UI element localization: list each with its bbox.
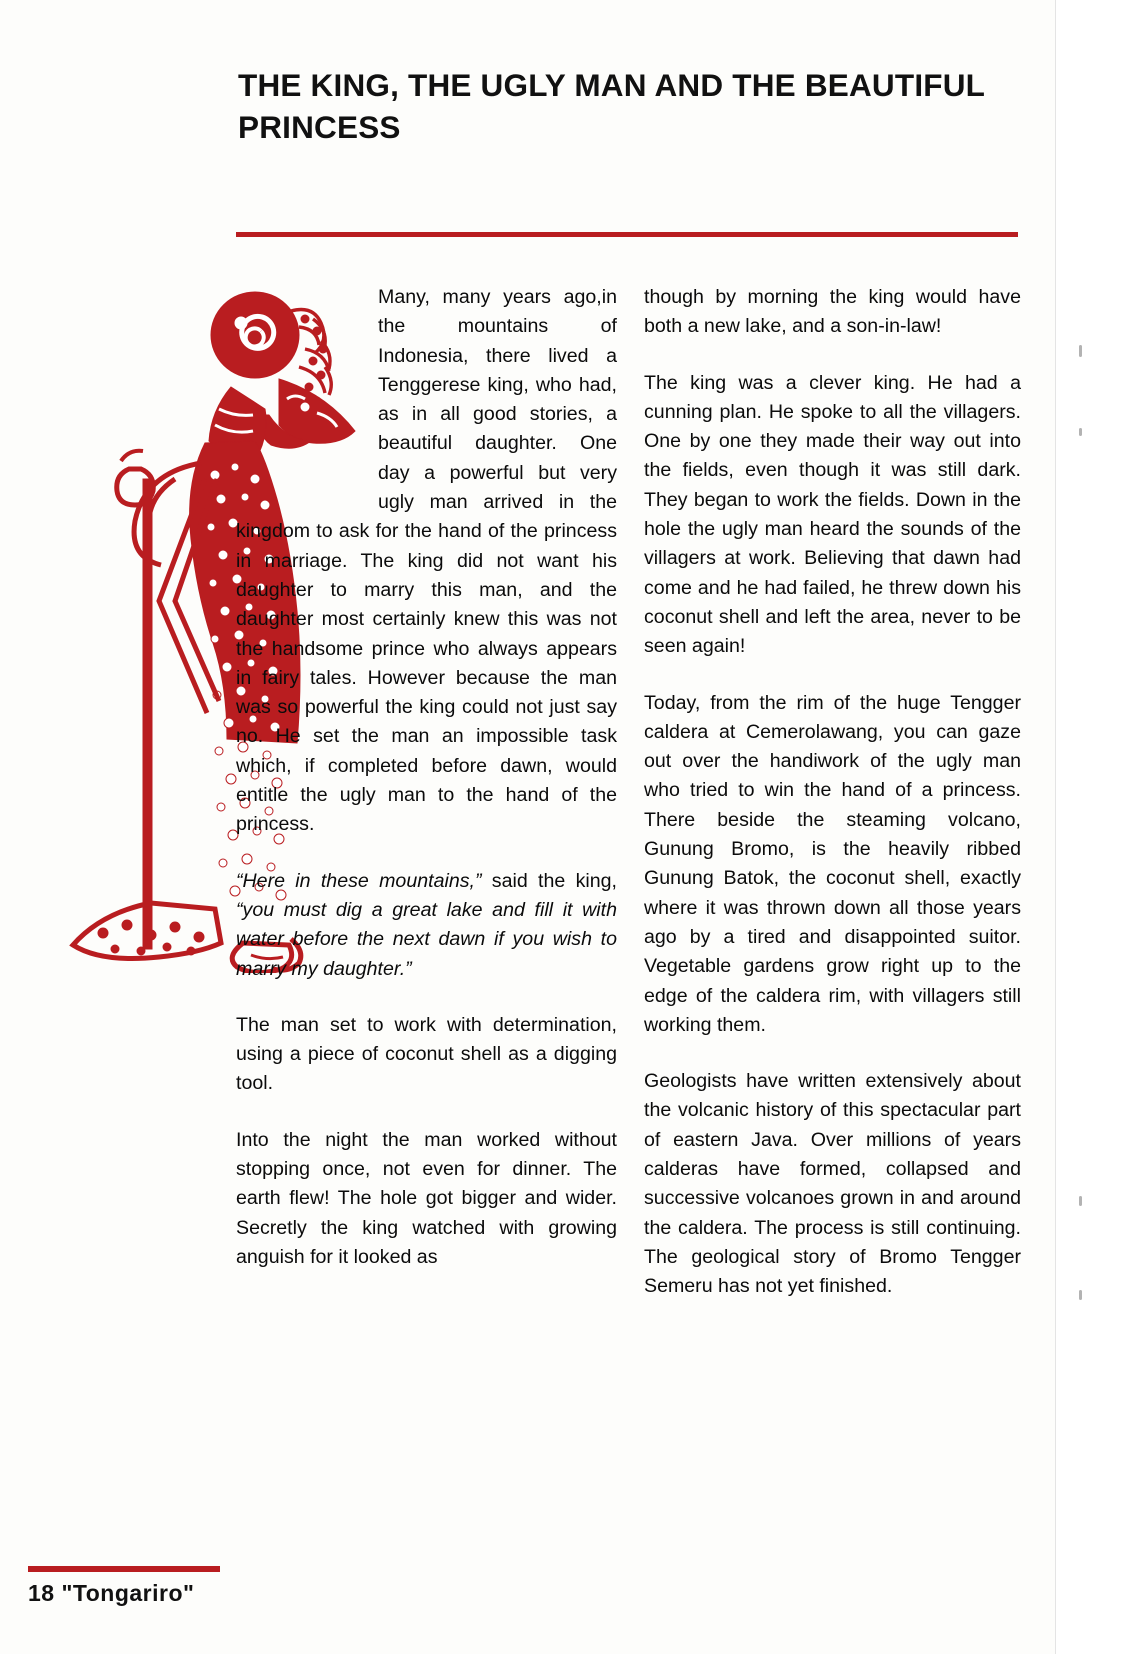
scan-artifact xyxy=(1079,428,1082,436)
paragraph-6: The king was a clever king. He had a cunning plan. He spoke to all the villagers. One by one they made their way out into the fields, even though it was still dark. They began to work the fields. Down in the hole the ugly man heard the sounds of the villagers at work. Believing that dawn had come and he had failed, he threw down his coconut shell and left the area, never to be seen again! xyxy=(644,371,1021,658)
quote-attribution: said the king, xyxy=(481,869,617,892)
paragraph-4: Into the night the man worked without stopping once, not even for dinner. The earth flew! The hole got bigger and wider. Secretly the king watched with growing anguish for it looked as xyxy=(236,1128,617,1268)
paragraph-1 xyxy=(236,283,617,840)
article-column-left xyxy=(236,283,617,1272)
paragraph-1-text: Many, many years ago,in the mountains of Indonesia, there lived a Tenggerese king, who had, as in all good stories, a beautiful daughter. One day a powerful but very ugly man arrived in the kingdom to ask for the hand of the princess in marriage. The king did not want his daughter to marry this man, and the daughter most certainly knew this was not the handsome prince who always appears in fairy tales. However because the man was so powerful the king could not just say no. He set the man an impossible task which, if completed before dawn, would entitle the ugly man to the hand of the princess. xyxy=(236,286,617,836)
paragraph-3: The man set to work with determination, using a piece of coconut shell as a digging tool. xyxy=(236,1013,617,1095)
paragraph-7: Today, from the rim of the huge Tengger caldera at Cemerolawang, you can gaze out over the handiwork of the ugly man who tried to win the hand of a princess. There beside the steaming volcano, Gunung Bromo, is the heavily ribbed Gunung Batok, the coconut shell, exactly where it was thrown down all those years ago by a tired and disappointed suitor. Vegetable gardens grow right up to the edge of the caldera rim, with villagers still working them. xyxy=(644,691,1021,1036)
quote-opening: “Here in these mountains,” xyxy=(236,869,482,892)
scanner-edge-margin xyxy=(1055,0,1138,1654)
scan-artifact xyxy=(1079,1196,1082,1206)
page-title: THE KING, THE UGLY MAN AND THE BEAUTIFUL PRINCESS xyxy=(238,67,985,145)
quote-body: “you must dig a great lake and fill it with water before the next dawn if you wish to marry my daughter.” xyxy=(236,898,617,980)
paragraph-5: though by morning the king would have both a new lake, and a son-in-law! xyxy=(644,286,1021,338)
footer-divider-rule xyxy=(28,1566,220,1572)
scan-artifact xyxy=(1079,345,1082,357)
title-divider-rule xyxy=(236,232,1018,237)
paragraph-2-quote xyxy=(236,867,617,984)
article-column-right xyxy=(644,283,1021,1302)
illustration-text-wrap-spacer xyxy=(236,283,378,498)
footer-page-label: 18 "Tongariro" xyxy=(28,1580,195,1606)
scan-artifact xyxy=(1079,1290,1082,1300)
paragraph-8: Geologists have written extensively about the volcanic history of this spectacular part of eastern Java. Over millions of years calderas have formed, collapsed and successive volcanoes grown in and around the caldera. The process is still continuing. The geological story of Bromo Tengger Semeru has not yet finished. xyxy=(644,1070,1021,1298)
